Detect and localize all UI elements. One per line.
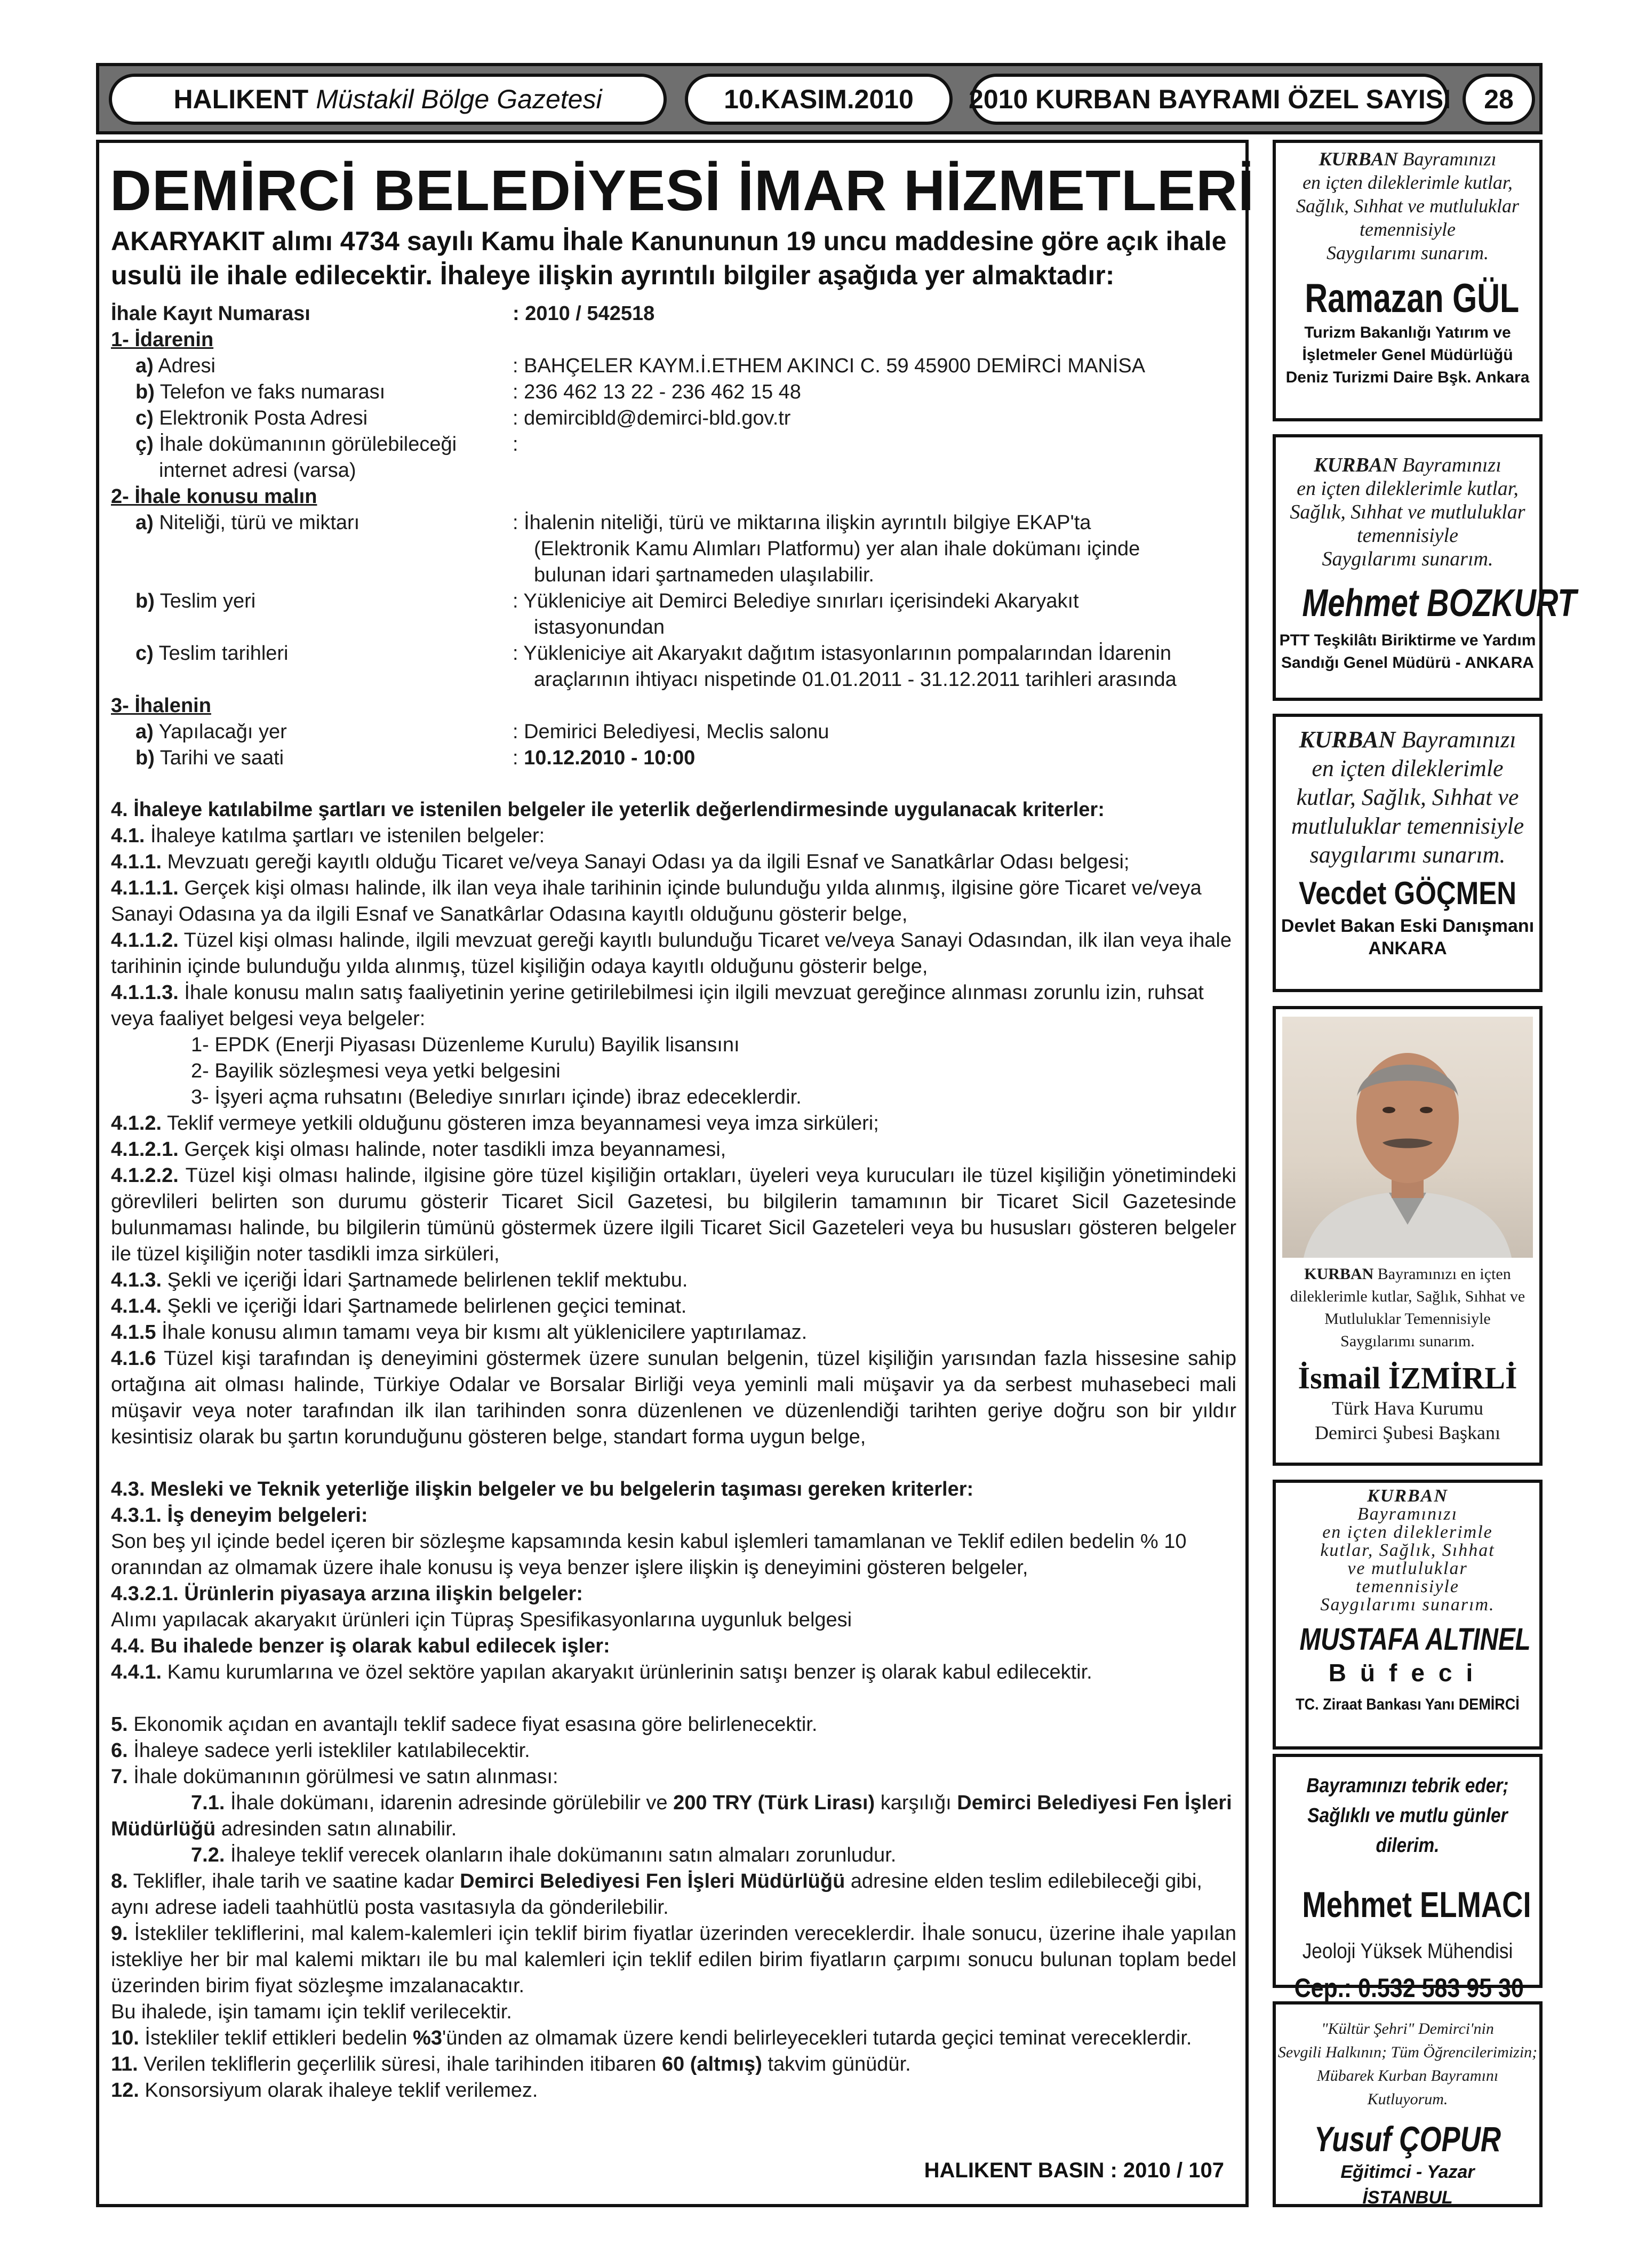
sender-name: Vecdet GÖÇMEN — [1298, 875, 1517, 911]
greeting-ad-ismail-izmirli — [1273, 1006, 1543, 1466]
tender-announcement — [96, 140, 1255, 2207]
sender-title: PTT Teşkilâtı Biriktirme ve Yardım Sandığı Genel Müdürü - ANKARA — [1279, 632, 1536, 672]
greeting-message: "Kültür Şehri" Demirci'nin Sevgili Halkının; Tüm Öğrencilerimizin; Mübarek Kurban Bayramını Kutluyorum. — [1277, 2020, 1538, 2108]
greeting-ad-mustafa-altinel — [1273, 1480, 1543, 1750]
greeting-ad-ramazan-gul — [1273, 140, 1543, 421]
sender-name: MUSTAFA ALTINEL — [1299, 1622, 1531, 1657]
greeting-ad-mehmet-bozkurt — [1273, 434, 1577, 701]
sender-title: Turizm Bakanlığı Yatırım ve İşletmeler Genel Müdürlüğü Deniz Turizmi Daire Bşk. Ankara — [1285, 324, 1530, 386]
greeting-message: KURBAN Bayramınızı en içten dileklerimle kutlar, Sağlık, Sıhhat ve Mutluluklar Temennisiyle Saygılarımı sunarım. — [1290, 1265, 1525, 1350]
sender-name: Mehmet ELMACI — [1302, 1884, 1531, 1925]
phone-row: b) Telefon ve faks numarası : 236 462 13 22 - 236 462 15 48 — [135, 381, 801, 403]
sender-name: İsmail İZMİRLİ — [1298, 1361, 1517, 1395]
list-item: 3- İşyeri açma ruhsatını (Belediye sınırları içinde) ibraz edeceklerdir. — [191, 1086, 802, 1108]
sender-title: Türk Hava Kurumu Demirci Şubesi Başkanı — [1315, 1397, 1500, 1443]
greeting-ad-mehmet-elmaci — [1273, 1754, 1543, 2003]
address-row: a) Adresi : BAHÇELER KAYM.İ.ETHEM AKINCI C. 59 45900 DEMİRCİ MANİSA — [135, 355, 1146, 377]
paper-name: HALIKENT — [173, 84, 309, 114]
goods-type-row: a) Niteliği, türü ve miktarı : İhalenin niteliği, türü ve miktarına ilişkin ayrıntılı bilgiye EKAP'ta — [135, 512, 1091, 534]
announcement-reference: HALIKENT BASIN : 2010 / 107 — [924, 2159, 1224, 2182]
masthead-strip — [96, 63, 1543, 134]
sender-title: Jeoloji Yüksek Mühendisi — [1302, 1939, 1513, 1963]
greeting-message: KURBAN Bayramınızı en içten dileklerimle kutlar, Sağlık, Sıhhat ve mutluluklar temennisiyle Saygılarımı sunarım. — [1296, 148, 1519, 263]
issue-title: 2010 KURBAN BAYRAMI ÖZEL SAYISI — [971, 74, 1449, 125]
greeting-ad-yusuf-copur — [1273, 2001, 1543, 2207]
sender-name: Mehmet BOZKURT — [1302, 582, 1577, 625]
greeting-message: KURBAN Bayramınızı en içten dileklerimle kutlar, Sağlık, Sıhhat ve mutluluklar temennisiyle saygılarımı sunarım. — [1291, 726, 1524, 868]
delivery-dates-row: c) Teslim tarihleri : Yükleniciye ait Akaryakıt dağıtım istasyonlarının pompalarından İdarenin — [135, 642, 1171, 665]
article-intro: AKARYAKIT alımı 4734 sayılı Kamu İhale Kanununun 19 uncu maddesine göre açık ihale usulü ile ihale edilecektir. İhaleye ilişkin ayrıntılı bilgiler aşağıda yer almaktadır: — [111, 226, 1227, 290]
paper-name-pill — [109, 74, 667, 125]
tender-details: İhale Kayıt Numarası : 2010 / 542518 1- İdarenin a) Adresi : BAHÇELER KAYM.İ.ETHEM AKINCI C. 59 45900 DEMİRCİ MANİSA b) Telefon ve faks numarası : 236 462 13 22 - 236 462 15 48 c) Elektronik Posta Adresi : demircibld@demirci-bld.gov.tr ç) İhale dokümanının görülebileceği : internet adresi (varsa) 2- İhale konusu malın a) Niteliği, türü ve miktarı : İhalenin niteliği, türü ve miktarına ilişkin ayrıntılı bilgiye EKAP'ta (Elektronik Kamu Alımları Platformu) yer alan ihale dokümanı içinde bulunan idari şartnameden ulaşılabilir. b) Teslim yeri : Yükleniciye ait Demirci Belediye sınırları içerisindeki Akaryakıt istasyonundan c) Teslim tarihleri : Yükleniciye ait Akaryakıt dağıtım istasyonlarının pompalarından İdarenin araçlarının ihtiyacı nispetinde 01.01.2011 - 31.12.2011 tarihleri arasında 3- İhalenin a) Yapılacağı yer : Demirici Belediyesi, Meclis salonu b) Tarihi ve saati : 10.12.2010 - 10:00 — [111, 301, 1236, 771]
business-address: TC. Ziraat Bankası Yanı DEMİRCİ — [1296, 1696, 1520, 1713]
article-title: DEMİRCİ BELEDİYESİ İMAR HİZMETLERİ — [110, 158, 1255, 222]
sender-phone: Cep.: 0.532 583 95 30 — [1294, 1973, 1524, 2003]
portrait-photo — [1282, 1017, 1533, 1258]
page-number: 28 — [1463, 74, 1535, 125]
greeting-message: Bayramınızı tebrik eder; Sağlıklı ve mutlu günler dilerim. — [1306, 1775, 1509, 1857]
issue-date: 10.KASIM.2010 — [685, 74, 953, 125]
section-2-heading: 2- İhale konusu malın — [111, 485, 317, 508]
sender-name: Yusuf ÇOPUR — [1314, 2119, 1501, 2159]
list-item: 2- Bayilik sözleşmesi veya yetki belgesini — [191, 1060, 561, 1082]
email-row: c) Elektronik Posta Adresi : demircibld@demirci-bld.gov.tr — [135, 407, 791, 429]
sender-title: Devlet Bakan Eski Danışmanı ANKARA — [1281, 916, 1535, 959]
greeting-ad-vecdet-gocmen — [1273, 714, 1543, 992]
tender-datetime-row: b) Tarihi ve saati : 10.12.2010 - 10:00 — [135, 747, 696, 769]
section-3-heading: 3- İhalenin — [111, 694, 211, 717]
greeting-message: KURBAN Bayramınızı en içten dileklerimle kutlar, Sağlık, Sıhhat ve mutluluklar temennisiyle Saygılarımı sunarım. — [1320, 1486, 1495, 1615]
sender-name: Ramazan GÜL — [1305, 276, 1520, 321]
section-1-heading: 1- İdarenin — [111, 329, 214, 351]
qualification-criteria: 4. İhaleye katılabilme şartları ve istenilen belgeler ile yeterlik değerlendirmesinde uygulanacak kriterler: 4.1. İhaleye katılma şartları ve istenilen belgeler: 4.1.1. Mevzuatı gereği kayıtlı olduğu Ticaret ve/veya Sanayi Odası ya da ilgili Esnaf ve Sanatkârlar Odası belgesi; 4.1.1.1. Gerçek kişi olması halinde, ilk ilan veya ihale tarihinin içinde bulunduğu yılda alınmış, ilgisine göre Ticaret ve/veya Sanayi Odasına ya da ilgili Esnaf ve Sanatkârlar Odasına kayıtlı olduğunu gösterir belge, 4.1.1.2. Tüzel kişi olması halinde, ilgili mevzuat gereği kayıtlı bulunduğu Ticaret ve/veya Sanayi Odasından, ilk ilan veya ihale tarihinin içinde bulunduğu yılda alınmış, tüzel kişiliğin odaya kayıtlı olduğunu gösterir belge, 4.1.1.3. İhale konusu malın satış faaliyetinin yerine getirilebilmesi için ilgili mevzuat gereğince alınması zorunlu izin, ruhsat veya faaliyet belgesi veya belgeler: 1- EPDK (Enerji Piyasası Düzenleme Kurulu) Bayilik lisansını 2- Bayilik sözleşmesi veya yetki belgesini 3- İşyeri açma ruhsatını (Belediye sınırları içinde) ibraz edeceklerdir. 4.1.2. Teklif vermeye yetkili olduğunu gösteren imza beyannamesi veya imza sirküleri; 4.1.2.1. Gerçek kişi olması halinde, noter tasdikli imza beyannamesi, 4.1.2.2. Tüzel kişi olması halinde, ilgisine göre tüzel kişiliğin ortakları, üyeleri veya kurucuları ile tüzel kişiliğin yönetimindeki görevlileri belirten son durumu gösterir Ticaret Sicil Gazetesi, bu bilgilerin tamamının bir Ticaret Sicil Gazetesinde bulunmaması halinde, bu bilgilerin tümünü göstermek üzere ilgili Ticaret Sicil Gazeteleri veya bu hususları gösteren belgeler ile tüzel kişiliğin noter tasdikli imza sirküleri, 4.1.3. Şekli ve içeriği İdari Şartnamede belirlenen teklif mektubu. 4.1.4. Şekli ve içeriği İdari Şartnamede belirlenen geçici teminat. 4.1.5 İhale konusu alımın tamamı veya bir kısmı alt yüklenicilere yaptırılamaz. 4.1.6 Tüzel kişi tarafından iş deneyimini göstermek üzere sunulan belgenin, tüzel kişiliğin yarısından fazla hissesine sahip ortağına ait olması halinde, Türkiye Odalar ve Borsalar Birliği veya yeminli mali müşavir ya da serbest muhasebeci mali müşavir veya noter tarafından ilk ilan tarihinden sonra düzenlenen ve düzenlendiği tarihten geriye doğru son bir yıldır kesintisiz olarak bu şartın korunduğunu gösteren belge, standart forma uygun belge, 4.3. Mesleki ve Teknik yeterliğe ilişkin belgeler ve bu belgelerin taşıması gereken kriterler: 4.3.1. İş deneyim belgeleri: Son beş yıl içinde bedel içeren bir sözleşme kapsamında kesin kabul işlemleri tamamlanan ve Teklif edilen bedelin % 10 oranından az olmamak üzere ihale konusu iş veya benzer işlere ilişkin iş deneyimini gösteren belgeler, 4.3.2.1. Ürünlerin piyasaya arzına ilişkin belgeler: Alımı yapılacak akaryakıt ürünleri için Tüpraş Spesifikasyonlarına uygunluk belgesi 4.4. Bu ihalede benzer iş olarak kabul edilecek işler: 4.4.1. Kamu kurumlarına ve özel sektöre yapılan akaryakıt ürünlerinin satışı benzer iş olarak kabul edilecektir. 5. Ekonomik açıdan en avantajlı teklif sadece fiyat esasına göre belirlenecektir. 6. İhaleye sadece yerli istekliler katılabilecektir. 7. İhale dokümanının görülmesi ve satın alınması: 7.1. İhale dokümanı, idarenin adresinde görülebilir ve 200 TRY (Türk Lirası) karşılığı Demirci Belediyesi Fen İşleri Müdürlüğü adresinden satın alınabilir. 7.2. İhaleye teklif verecek olanların ihale dokümanını satın almaları zorunludur. 8. Teklifler, ihale tarih ve saatine kadar Demirci Belediyesi Fen İşleri Müdürlüğü adresine elden teslim edilebileceği gibi, aynı adrese iadeli taahhütlü posta vasıtasıyla da gönderilebilir. 9. İstekliler tekliflerini, mal kalem-kalemleri için teklif birim fiyatlar üzerinden vereceklerdir. İhale sonucu, üzerine ihale yapılan istekliye her bir mal kalemi miktarı ile bu mal kalemleri için teklif edilen birim fiyatların çarpımı sonucu bulunan toplam bedel üzerinden birim fiyat sözleşme imzalanacaktır. Bu ihalede, işin tamamı için teklif verilecektir. 10. İstekliler teklif ettikleri bedelin %3'ünden az olmamak üzere kendi belirleyecekleri tutarda geçici teminat vereceklerdir. 11. Verilen tekliflerin geçerlilik süresi, ihale tarihinden itibaren 60 (altmış) takvim günüdür. 12. Konsorsiyum olarak ihaleye teklif verilemez. — [111, 798, 1236, 2102]
sender-title: Eğitimci - Yazar İSTANBUL — [1340, 2162, 1475, 2208]
tender-place-row: a) Yapılacağı yer : Demirici Belediyesi, Meclis salonu — [135, 721, 829, 743]
web-row: ç) İhale dokümanının görülebileceği : — [135, 433, 518, 456]
paper-tagline: Müstakil Bölge Gazetesi — [316, 84, 602, 114]
delivery-place-row: b) Teslim yeri : Yükleniciye ait Demirci Belediye sınırları içerisindeki Akaryakıt — [135, 590, 1079, 612]
list-item: 1- EPDK (Enerji Piyasası Düzenleme Kurulu) Bayilik lisansını — [191, 1034, 740, 1056]
registry-row: İhale Kayıt Numarası : 2010 / 542518 — [111, 302, 655, 325]
business-name: Büfeci — [1328, 1659, 1487, 1687]
greeting-message: KURBAN Bayramınızı en içten dileklerimle kutlar, Sağlık, Sıhhat ve mutluluklar temennisiyle Saygılarımı sunarım. — [1290, 454, 1525, 570]
